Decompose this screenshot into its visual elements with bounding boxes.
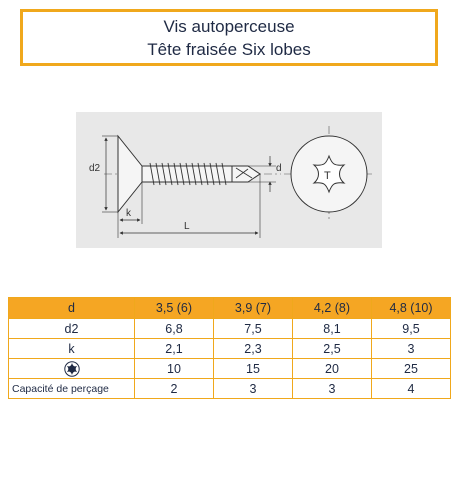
table-row-d2 (9, 319, 451, 339)
table-cell: 3 (293, 379, 372, 399)
screw-drawing-svg (76, 112, 382, 248)
table-row-drilling-capacity (9, 379, 451, 399)
d2-label: d2 (89, 163, 101, 174)
table-cell: 15 (214, 359, 293, 379)
table-row-k (9, 339, 451, 359)
table-cell: 10 (135, 359, 214, 379)
dimensions-table (8, 297, 451, 399)
header-col-3: 4,2 (8) (293, 298, 372, 319)
header-col-4: 4,8 (10) (372, 298, 451, 319)
table-cell: 3 (372, 339, 451, 359)
row-label-d2: d2 (9, 319, 135, 339)
screw-technical-drawing (76, 112, 382, 248)
row-label-k: k (9, 339, 135, 359)
table-cell: 9,5 (372, 319, 451, 339)
k-label: k (126, 208, 131, 219)
table-cell: 2,1 (135, 339, 214, 359)
table-cell: 25 (372, 359, 451, 379)
header-col-2: 3,9 (7) (214, 298, 293, 319)
l-label: L (184, 221, 190, 232)
title-box (20, 9, 438, 66)
header-label-d: d (9, 298, 135, 319)
t-label: T (324, 170, 331, 182)
table-row-torx (9, 359, 451, 379)
head-end-view (284, 126, 374, 222)
header-col-1: 3,5 (6) (135, 298, 214, 319)
table-cell: 8,1 (293, 319, 372, 339)
row-label-drilling-capacity: Capacité de perçage (9, 379, 135, 399)
title-line-1: Vis autoperceuse (163, 16, 295, 36)
table-cell: 2,3 (214, 339, 293, 359)
row-label-torx (9, 359, 135, 379)
table-cell: 20 (293, 359, 372, 379)
table-cell: 4 (372, 379, 451, 399)
title-line-2: Tête fraisée Six lobes (147, 39, 311, 59)
table-cell: 3 (214, 379, 293, 399)
table-cell: 2,5 (293, 339, 372, 359)
table-cell: 7,5 (214, 319, 293, 339)
table-header-row (9, 298, 451, 319)
screw-head (118, 136, 142, 212)
torx-star-icon (64, 361, 80, 377)
table-cell: 2 (135, 379, 214, 399)
d-label: d (276, 163, 282, 174)
table-cell: 6,8 (135, 319, 214, 339)
